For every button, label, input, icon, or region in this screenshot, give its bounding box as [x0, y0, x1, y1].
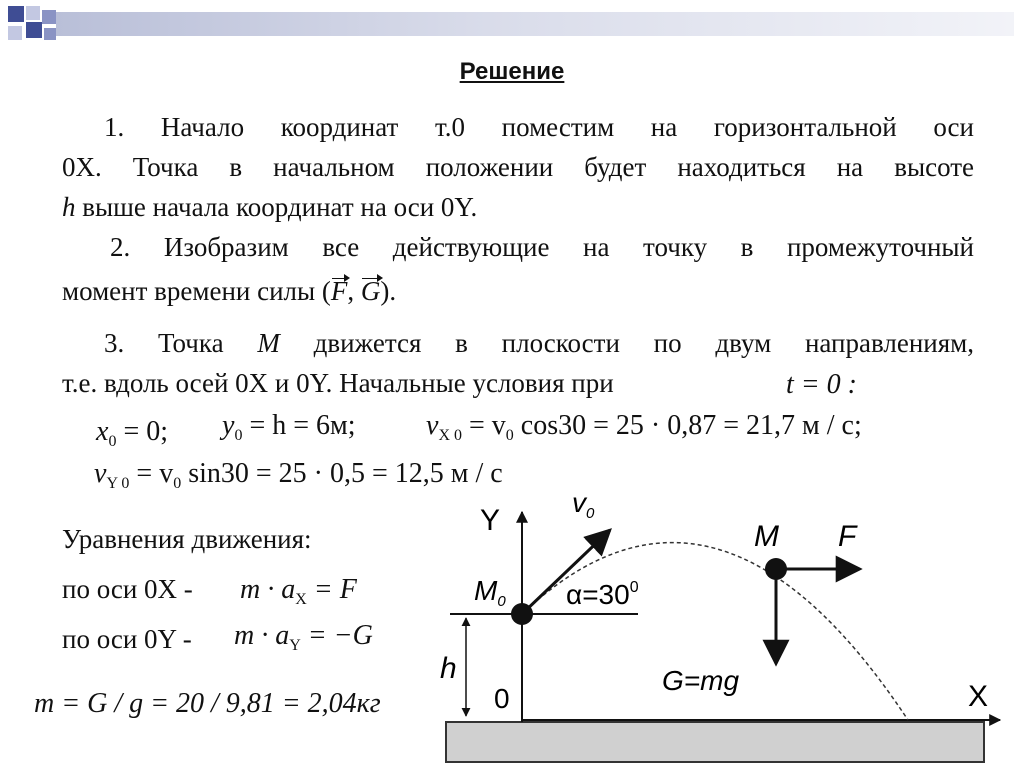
item2-line2: момент времени силы (F, G).	[62, 276, 397, 306]
equation-y-label: по оси 0Y -	[62, 624, 192, 654]
h-variable: h	[62, 192, 76, 222]
formula-y0: $y_0 = h = 6м$;	[222, 410, 356, 444]
item1-line2: 0Х. Точка в начальном положении будет находиться на высоте	[62, 152, 974, 182]
initial-condition-t: t = 0 :	[786, 369, 857, 400]
item1-line1: 1. Начало координат т.0 поместим на горизонтальной оси	[104, 112, 974, 142]
mass-formula: m = G / g = 20 / 9,81 = 2,04кг	[34, 688, 381, 719]
origin-label: 0	[494, 683, 510, 714]
item1-line3: h выше начала координат на оси 0Y.	[62, 192, 478, 222]
item3-line1: 3. Точка M движется в плоскости по двум направлениям,	[104, 328, 974, 358]
formula-vx0: $v_{X 0} = v_0$ cos30 = 25 · 0,87 = 21,7 м / с;	[426, 410, 862, 444]
point-M0	[511, 603, 533, 625]
equation-x: $m \cdot a_X = F$	[240, 574, 357, 608]
x-axis-label: X	[968, 680, 989, 713]
force-F-vector: F	[330, 276, 348, 306]
equations-heading: Уравнения движения:	[62, 524, 312, 554]
y-axis-label: Y	[480, 504, 501, 537]
page-title: Решение	[459, 58, 565, 85]
equation-y: $m \cdot a_Y = -G$	[234, 620, 373, 654]
f-label: F	[838, 520, 857, 553]
formula-vy0: $v_{Y 0} = v_0$ sin30 = 25 · 0,5 = 12,5 м / с	[94, 458, 503, 492]
ground-plate	[446, 722, 984, 762]
v0-label: $v_0$	[572, 487, 595, 522]
item2-line1: 2. Изобразим все действующие на точку в промежуточный	[110, 232, 974, 262]
m-label: M	[754, 520, 779, 553]
m0-label: $M_0$	[474, 575, 506, 610]
h-label: h	[440, 652, 457, 685]
g-label: G=mg	[662, 665, 740, 696]
formula-x0: $x_0 = 0$;	[96, 416, 169, 450]
force-G-vector: G	[360, 276, 381, 306]
equation-x-label: по оси 0Х -	[62, 574, 193, 604]
item3-line2: т.е. вдоль осей 0Х и 0Y. Начальные условия при	[62, 368, 614, 398]
alpha-label: $\alpha=30^0$	[566, 579, 639, 610]
